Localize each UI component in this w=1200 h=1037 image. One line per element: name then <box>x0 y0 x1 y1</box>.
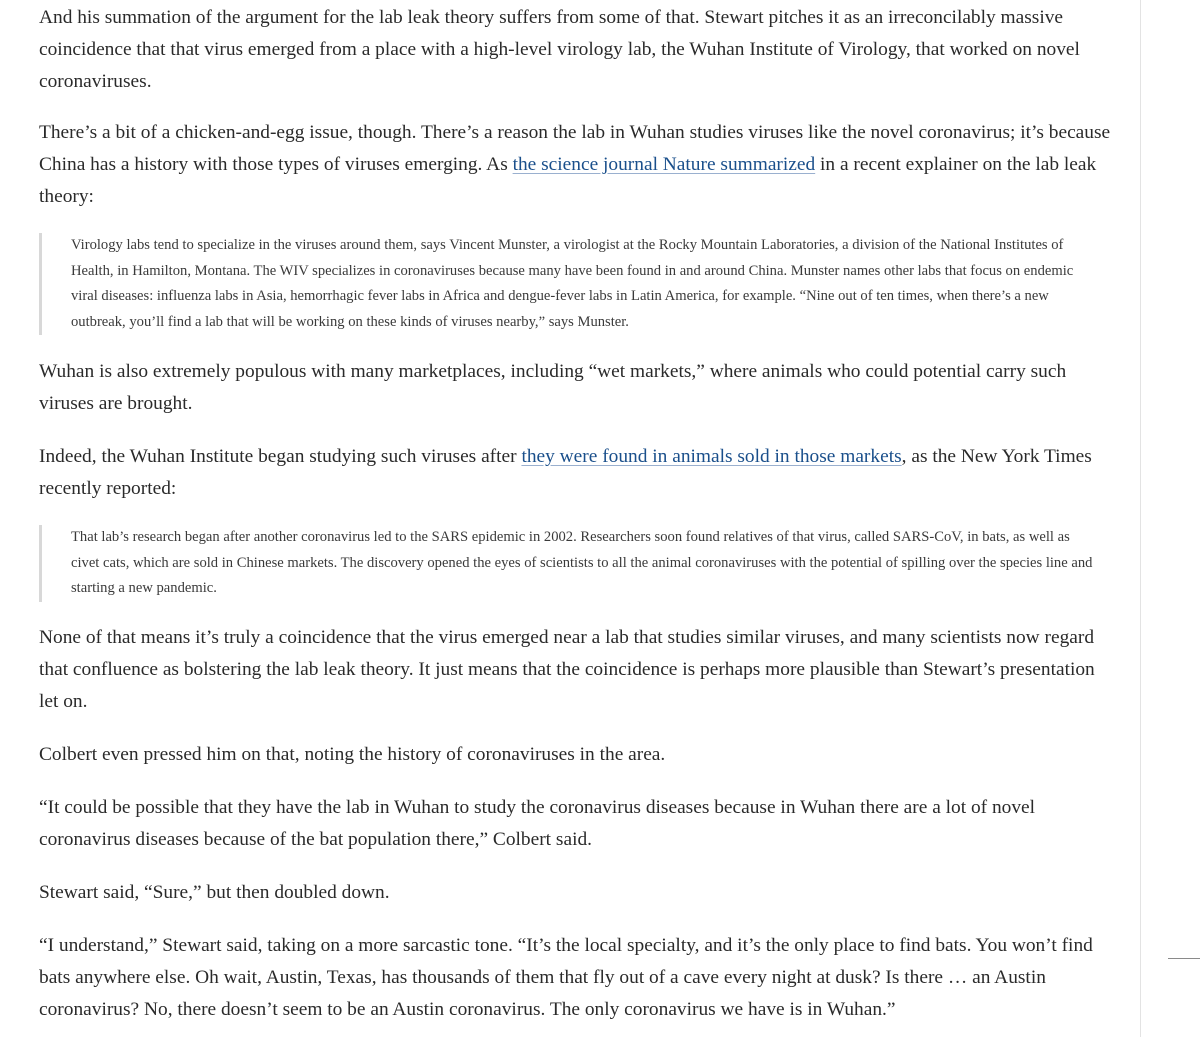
paragraph: “It could be possible that they have the lab in Wuhan to study the coronavirus diseases because in Wuhan there are a lot of novel coronavirus diseases because of the bat population there,” Colbert said. <box>39 797 1036 850</box>
sidebar-rule <box>1168 958 1200 959</box>
blockquote <box>39 525 1113 602</box>
paragraph: And his summation of the argument for the lab leak theory suffers from some of that. Stewart pitches it as an irreconcilably massive coincidence that that virus emerged from a place with a high-level virology lab, the Wuhan Institute of Virology, that worked on novel coronaviruses. <box>39 7 1080 92</box>
paragraph <box>39 117 1114 213</box>
paragraph: Colbert even pressed him on that, noting the history of coronaviruses in the area. <box>39 744 666 765</box>
paragraph: Stewart said, “Sure,” but then doubled down. <box>39 882 390 903</box>
blockquote-text: Virology labs tend to specialize in the viruses around them, says Vincent Munster, a virologist at the Rocky Mountain Laboratories, a division of the National Institutes of Health, in Hamilton, Montana. The WIV specializes in coronaviruses because many have been found in and around China. Munster names other labs that focus on endemic viral diseases: influenza labs in Asia, hemorrhagic fever labs in Africa and dengue-fever labs in Latin America, for example. “Nine out of ten times, when there’s a new outbreak, you’ll find a lab that will be working on these kinds of viruses nearby,” says Munster. <box>71 237 1074 330</box>
paragraph: None of that means it’s truly a coincidence that the virus emerged near a lab that studies similar viruses, and many scientists now regard that confluence as bolstering the lab leak theory. It just means that the coincidence is perhaps more plausible than Stewart’s presentation let on. <box>39 627 1095 712</box>
sidebar-divider <box>1140 0 1141 1037</box>
blockquote <box>39 233 1113 335</box>
paragraph-text: , as the New York Times recently reported: <box>39 446 1092 499</box>
nature-explainer-link[interactable]: the science journal Nature summarized <box>512 154 816 175</box>
paragraph-text: in a recent explainer on the lab leak theory: <box>39 154 1097 207</box>
paragraph-text: Indeed, the Wuhan Institute began studying such viruses after <box>39 446 522 467</box>
blockquote-text: That lab’s research began after another coronavirus led to the SARS epidemic in 2002. Researchers soon found relatives of that virus, called SARS-CoV, in bats, as well as civet cats, which are sold in Chinese markets. The discovery opened the eyes of scientists to all the animal coronaviruses with the potential of spilling over the species line and starting a new pandemic. <box>71 529 1093 597</box>
nyt-markets-link[interactable]: they were found in animals sold in those markets <box>521 446 902 467</box>
paragraph: “I understand,” Stewart said, taking on a more sarcastic tone. “It’s the local specialty, and it’s the only place to find bats. You won’t find bats anywhere else. Oh wait, Austin, Texas, has thousands of them that fly out of a cave every night at dusk? Is there … an Austin coronavirus? No, there doesn’t seem to be an Austin coronavirus. The only coronavirus we have is in Wuhan.” <box>39 935 1093 1020</box>
paragraph: Wuhan is also extremely populous with many marketplaces, including “wet markets,” where animals who could potential carry such viruses are brought. <box>39 361 1067 414</box>
paragraph <box>39 441 1114 505</box>
paragraph-text: There’s a bit of a chicken-and-egg issue, though. There’s a reason the lab in Wuhan studies viruses like the novel coronavirus; it’s because China has a history with those types of viruses emerging. As <box>39 122 1111 175</box>
